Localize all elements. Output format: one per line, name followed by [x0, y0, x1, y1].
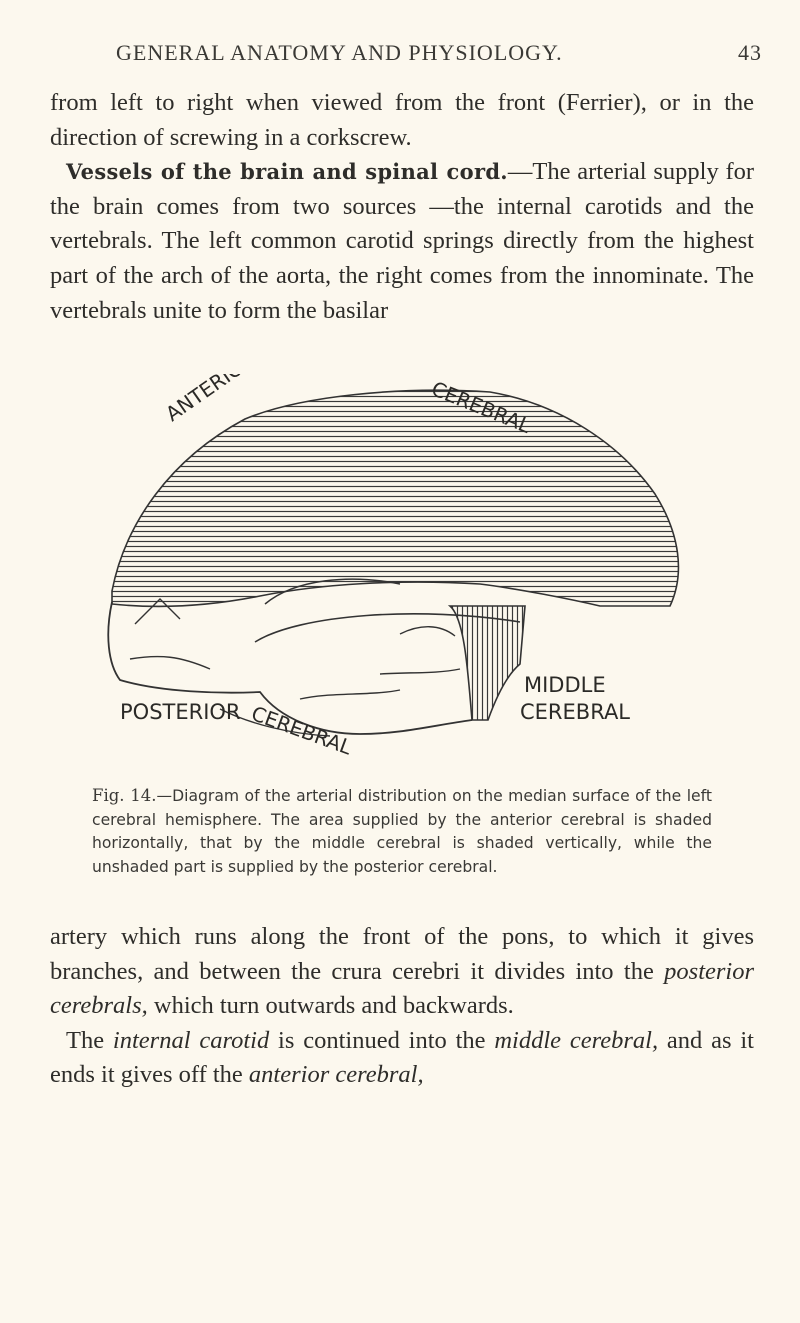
- brain-diagram-figure: [100, 374, 700, 774]
- figure-caption: [92, 784, 712, 880]
- paragraph-4-text-3: and as it ends it gives off the: [50, 1026, 754, 1089]
- hippocampal-line: [380, 669, 460, 674]
- page-number: 43: [738, 40, 762, 65]
- paragraph-3-text-1: artery which runs along the front of the pons, to which it gives branches, and between the crura cerebri it divides into the: [50, 923, 754, 985]
- paragraph-2: [50, 155, 754, 328]
- body-text-bottom: [50, 920, 754, 1093]
- calcarine-line: [130, 656, 210, 669]
- temporal-line: [300, 690, 400, 699]
- figure-label: Fig. 14.: [92, 786, 157, 805]
- label-posterior: POSTERIOR: [120, 700, 241, 724]
- middle-cerebral-area: [450, 606, 525, 720]
- emphasis-internal-carotid: internal carotid: [112, 1026, 270, 1054]
- paragraph-4-text-1: The: [66, 1026, 113, 1054]
- label-cerebral-top: CEREBRAL: [428, 376, 535, 438]
- paragraph-1: from left to right when viewed from the front (Ferrier), or in the direction of screwing in a corkscrew.: [50, 89, 754, 151]
- emphasis-anterior-cerebral: anterior cerebral,: [248, 1061, 424, 1089]
- thalamus-line: [400, 627, 455, 636]
- paragraph-2-text: —The arterial supply for the brain comes from two sources —the internal carotids and the vertebrals. The left common carotid springs directly from the highest part of the arch of the aorta, the right comes from the innominate. The vertebrals unite to form the basilar: [50, 158, 755, 324]
- label-middle: MIDDLE: [524, 673, 606, 697]
- brain-diagram: [100, 374, 700, 774]
- label-cerebral-bottom: CEREBRAL: [248, 701, 355, 760]
- paragraph-4-text-2: is continued into the: [269, 1026, 495, 1054]
- running-head-title: GENERAL ANATOMY AND PHYSIOLOGY.: [116, 40, 563, 65]
- figure-caption-text: —Diagram of the arterial distribution on the median surface of the left cerebral hemisphere. The area supplied by the anterior cerebral is shaded horizontally, that by the middle cerebral is shaded vertically, while the unshaded part is supplied by the posterior cerebral.: [92, 787, 712, 877]
- paragraph-4: [50, 1024, 754, 1093]
- label-anterior: ANTERIOR: [161, 374, 260, 427]
- anterior-cerebral-area: [112, 390, 678, 606]
- label-cerebral-right: CEREBRAL: [520, 700, 631, 724]
- emphasis-posterior-cerebrals: posterior cerebrals,: [50, 957, 754, 1020]
- paragraph-3: [50, 920, 754, 1024]
- section-heading: Vessels of the brain and spinal cord.: [66, 159, 508, 185]
- paragraph-3-text-2: which turn outwards and backwards.: [147, 992, 514, 1020]
- emphasis-middle-cerebral: middle cerebral,: [494, 1026, 659, 1054]
- body-text-top: [50, 86, 754, 328]
